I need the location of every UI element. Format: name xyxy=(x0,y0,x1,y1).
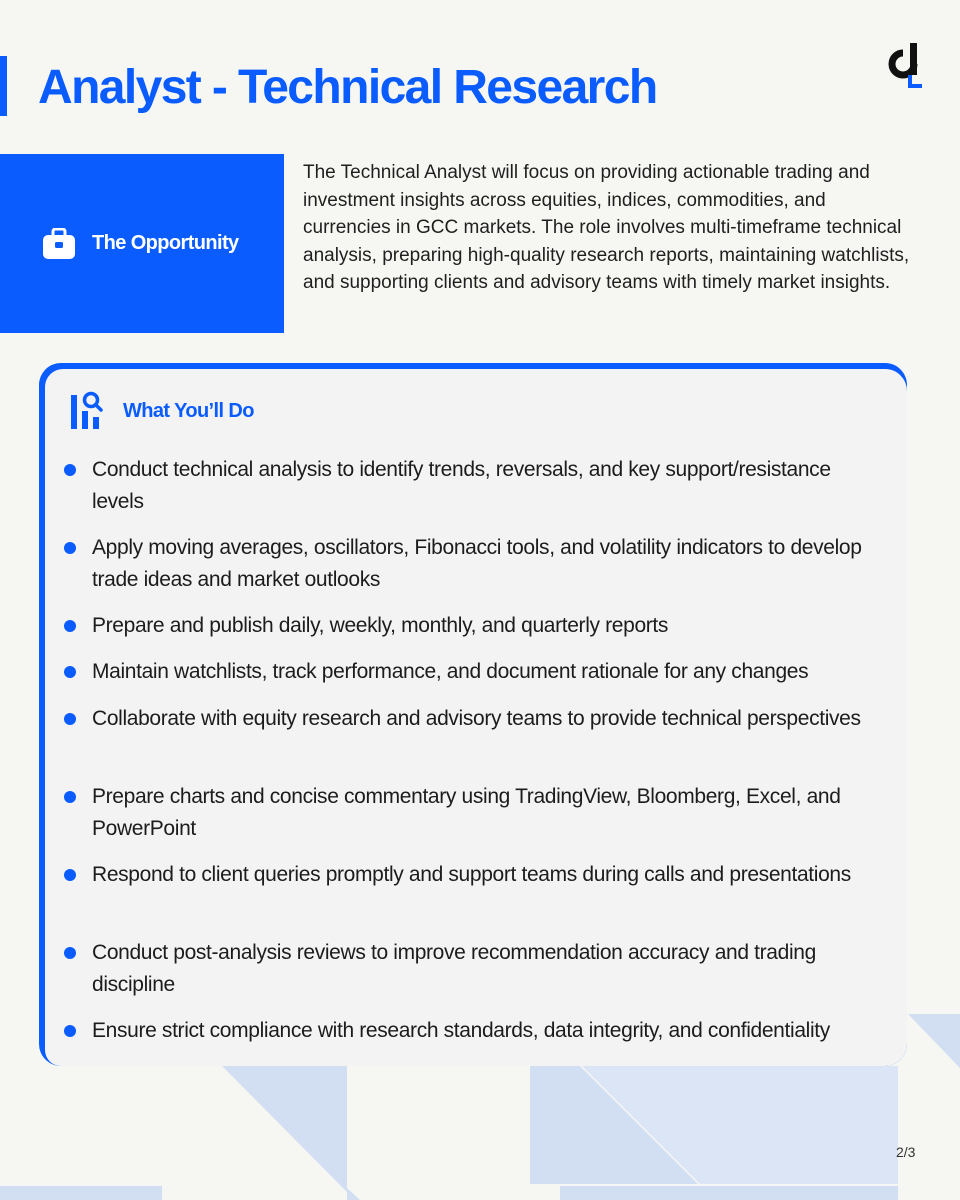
bullet-icon xyxy=(64,666,76,678)
bullet-icon xyxy=(64,869,76,881)
page-title: Analyst - Technical Research xyxy=(38,61,657,114)
opportunity-label-box xyxy=(0,154,284,333)
bullet-icon xyxy=(64,620,76,632)
bullet-icon xyxy=(64,947,76,959)
list-item: Conduct post-analysis reviews to improve recommendation accuracy and trading discipline xyxy=(92,937,882,1001)
list-item: Prepare charts and concise commentary using TradingView, Bloomberg, Excel, and PowerPoint xyxy=(92,781,882,845)
list-item: Maintain watchlists, track performance, and document rationale for any changes xyxy=(92,656,882,688)
bullet-icon xyxy=(64,1025,76,1037)
list-item: Prepare and publish daily, weekly, monthly, and quarterly reports xyxy=(92,610,882,642)
bullet-icon xyxy=(64,464,76,476)
opportunity-description: The Technical Analyst will focus on providing actionable trading and investment insights across equities, indices, commodities, and currencies in GCC markets. The role involves multi-timeframe technical analysis, preparing high-quality research reports, maintaining watchlists, and supporting clients and advisory teams with timely market insights. xyxy=(303,162,910,293)
bullet-icon xyxy=(64,542,76,554)
bullet-icon xyxy=(64,713,76,725)
title-accent-bar xyxy=(0,56,7,116)
list-item: Conduct technical analysis to identify trends, reversals, and key support/resistance levels xyxy=(92,454,882,518)
list-item: Ensure strict compliance with research standards, data integrity, and confidentiality xyxy=(92,1015,882,1047)
briefcase-icon xyxy=(42,228,76,260)
bullet-icon xyxy=(64,791,76,803)
brand-logo-icon xyxy=(886,40,924,90)
list-item: Respond to client queries promptly and support teams during calls and presentations xyxy=(92,859,882,891)
page-number: 2/3 xyxy=(896,1144,916,1160)
list-item: Apply moving averages, oscillators, Fibonacci tools, and volatility indicators to develop trade ideas and market outlooks xyxy=(92,532,882,596)
analysis-chart-icon xyxy=(71,391,105,431)
list-item: Collaborate with equity research and advisory teams to provide technical perspectives xyxy=(92,703,882,735)
opportunity-label: The Opportunity xyxy=(92,232,239,254)
responsibilities-card xyxy=(39,363,907,1066)
card-title: What You’ll Do xyxy=(123,399,254,422)
